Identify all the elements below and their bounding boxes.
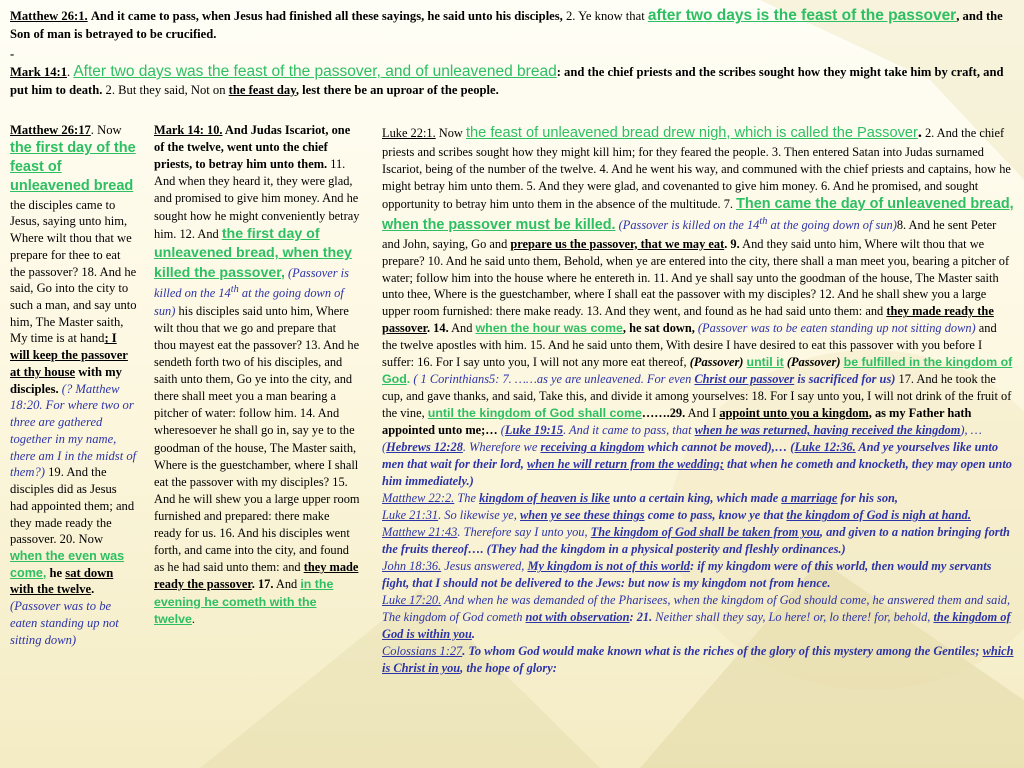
top-passage xyxy=(10,6,1014,98)
note: that when he cometh and knocketh, they may open unto him immediately.) xyxy=(382,457,1012,489)
highlight: be fulfilled in the kingdom of God xyxy=(382,355,1013,387)
text: 17. And he took the cup, and gave thanks, and said, Take this, and divide it among yourselves: 18. For I say unto you, I will not drink of the fruit of the vine, xyxy=(382,372,1012,421)
note-reference: Hebrews 12:28 xyxy=(386,440,463,455)
text: And I xyxy=(685,406,720,421)
text: 2. But they said, Not on xyxy=(102,82,229,97)
matthew-column xyxy=(10,122,138,648)
text: . xyxy=(917,124,922,141)
text: they made ready the passover xyxy=(382,304,994,336)
cross-reference xyxy=(382,524,1014,558)
highlight: the first day of unleavened bread, when they killed the passover, xyxy=(154,225,352,281)
text: . 17. xyxy=(251,577,274,592)
note-highlight: the kingdom of God is nigh at hand. xyxy=(786,508,971,523)
text: …….29. xyxy=(641,406,686,421)
note-reference: Colossians 1:27 xyxy=(382,644,463,659)
note-reference: Luke 21:31 xyxy=(382,508,439,523)
cross-reference xyxy=(382,490,1014,507)
text: (Passover) xyxy=(786,355,841,370)
text: . 9. xyxy=(724,236,740,251)
note-highlight: Christ our passover xyxy=(694,372,795,387)
note-reference: Luke 12:36. xyxy=(794,440,856,455)
note: : if my kingdom were of this world, then would my servants fight, that I should not be delivered to the Jews: but now is my kingdom not from hence. xyxy=(382,559,992,591)
note-highlight: kingdom of heaven is like xyxy=(479,491,610,506)
note: Jesus answered, xyxy=(441,559,528,574)
text: And xyxy=(273,577,301,592)
note-highlight: which is Christ in you xyxy=(382,644,1014,676)
matthew-26-1-paragraph xyxy=(10,6,1014,42)
text: : and the chief priests and the scribes sought how they might take him by craft, and put him to death. xyxy=(10,65,1004,97)
text: , and the Son of man is betrayed to be crucified. xyxy=(10,9,1003,41)
note-highlight: My kingdom is not of this world xyxy=(527,559,690,574)
note: ( 1 Corinthians5: 7. ……as ye are unleavened. For even xyxy=(410,372,695,387)
note: (Passover was to be eaten standing up not sitting down) xyxy=(10,599,119,647)
highlight: when the even was come, xyxy=(10,549,125,580)
text: sat down with the twelve xyxy=(10,565,114,597)
luke-column xyxy=(382,122,1014,677)
text: the disciples came to Jesus, saying unto him, Where wilt thou that we prepare for thee to eat the passover? 18. And he said, Go into the city to such a man, and say unto him, The Master saith, My time is at hand xyxy=(10,197,137,346)
note-highlight: the kingdom of God is within you xyxy=(382,610,1011,642)
note-highlight: not with observation xyxy=(525,610,630,625)
note: , the hope of glory: xyxy=(460,661,557,676)
text: and the twelve apostles with him. 15. And he said unto them, With desire I have desired to eat this passover with you before I suffer: 16. For I say unto you, I will not any more eat thereof, xyxy=(382,321,997,370)
note: . xyxy=(471,627,475,642)
text: , as my Father hath appointed unto me;… xyxy=(382,406,972,438)
note: . To whom God would make known what is the riches of the glory of this mystery among the Gentiles; xyxy=(462,644,983,659)
note: The xyxy=(454,491,480,506)
note-highlight: when he will return from the wedding; xyxy=(526,457,724,472)
text: , he sat down, xyxy=(622,321,695,336)
text: 11. And when they heard it, they were glad, and promised to give him money. And he sought how he might conveniently betray him. 12. And xyxy=(154,157,360,241)
note: : 21. xyxy=(629,610,653,625)
highlight: when the hour was come xyxy=(475,321,623,336)
text: 19. And the disciples did as Jesus had appointed them; and they made ready the passover. 20. Now xyxy=(10,465,135,547)
text: And it came to pass, when Jesus had finished all these sayings, he said unto his disciples, xyxy=(90,9,563,23)
highlight: After two days was the feast of the passover, and of unleavened bread xyxy=(73,63,557,81)
note-reference: John 18:36. xyxy=(382,559,442,574)
text: prepare us the passover, that we may eat xyxy=(510,236,725,251)
note: (Passover is killed on the 14 xyxy=(615,217,760,232)
text: Now xyxy=(435,126,466,140)
highlight: Then came the day of unleavened bread, when the passover must be killed. xyxy=(382,195,1014,233)
text: 2. And the chief priests and scribes sought how they might kill him; for they feared the people. 3. Then entered Satan into Judas surnamed Iscariot, being of the number of the twelve. 4. And he went his way, and communed with the chief priests and captains, how he might betray him unto them. 5. And they were glad, and covenanted to give him money. 6. And he promised, and sought opportunity to betray him unto them in the absence of the multitude. 7. xyxy=(382,126,1011,211)
note: . Wherefore we xyxy=(462,440,541,455)
note: th xyxy=(230,284,239,296)
text: And xyxy=(448,321,476,336)
dash: - xyxy=(10,46,15,61)
note-reference: Matthew 22:2. xyxy=(382,491,455,506)
note: for his son, xyxy=(837,491,899,506)
text: he xyxy=(46,565,66,580)
text: . xyxy=(67,65,74,80)
note-reference: Luke 17:20. xyxy=(382,593,442,608)
cross-reference xyxy=(382,558,1014,592)
text: . xyxy=(191,611,195,626)
text: 2. Ye know that xyxy=(562,9,648,23)
note-highlight: receiving a kingdom xyxy=(540,440,645,455)
text: the feast day xyxy=(228,82,296,97)
note-highlight: when ye see these things xyxy=(519,508,645,523)
text: appoint unto you a kingdom xyxy=(719,406,869,421)
note: . So likewise ye, xyxy=(438,508,520,523)
note: (Passover was to be eaten standing up not sitting down) xyxy=(694,321,976,336)
highlight: the first day of the feast of unleavened bread xyxy=(10,139,136,195)
text: . Now xyxy=(90,123,122,137)
highlight: after two days is the feast of the passover xyxy=(647,7,957,24)
note-highlight: The kingdom of God shall be taken from you xyxy=(590,525,820,540)
highlight: in the evening he cometh with the twelve xyxy=(154,577,334,626)
separator xyxy=(10,46,1014,62)
reference: Matthew 26:17 xyxy=(10,123,91,137)
text: 8. And he sent Peter and John, saying, Go and xyxy=(382,217,997,251)
note: ( xyxy=(497,423,505,438)
note: And ye yourselves like unto men that wait for their lord, xyxy=(382,440,999,472)
note: th xyxy=(759,215,768,227)
note: at the going down of sun) xyxy=(154,286,344,318)
note: at the going down of sun) xyxy=(767,217,897,232)
reference: Mark 14: 10. xyxy=(154,123,223,137)
note: . Therefore say I unto you, xyxy=(457,525,591,540)
cross-reference xyxy=(382,507,1014,524)
text: And they said unto him, Where wilt thou that we prepare? 10. And he said unto them, Behold, when ye are entered into the city, there shall a man meet you, bearing a pitcher of water; follow him into the house where he entereth in. 11. And ye shall say unto the goodman of the house, The Master saith unto thee, Where is the guestchamber, where I shall eat the passover with my disciples? 12. And he shall shew you a large upper room furnished: there make ready. 13. And they went, and found as he had said unto them: and xyxy=(382,236,1010,319)
mark-14-1-paragraph xyxy=(10,62,1014,98)
highlight: the feast of unleavened bread drew nigh, which is called the Passover xyxy=(465,125,918,141)
text: his disciples said unto him, Where wilt thou that we go and prepare that thou mayest eat the passover? 13. And he sendeth forth two of his disciples, and saith unto them, Go ye into the city, and there shall meet you a man bearing a pitcher of water: follow him. 14. And wheresoever he shall go in, say ye to the goodman of the house, The Master saith, Where is the guestchamber, where I shall eat the passover with my disciples? 15. And he will shew you a large upper room furnished and prepared: there make ready for us. 16. And his disciples went forth, and came into the city, and found as he had said unto them: and xyxy=(154,303,360,575)
note: which cannot be moved),… ( xyxy=(644,440,795,455)
note-highlight: a marriage xyxy=(781,491,838,506)
note-highlight: when he was returned, having received the kingdom xyxy=(694,423,961,438)
highlight: until it xyxy=(746,355,784,370)
note: , and given to a nation bringing forth the fruits thereof…. (They had the kingdom in a physical posterity and fleshly ordinances.) xyxy=(382,525,1010,557)
note: (? Matthew 18:20. For where two or three are gathered together in my name, there am I in the midst of them?) xyxy=(10,381,137,480)
cross-reference xyxy=(382,592,1014,643)
mark-column xyxy=(154,122,360,628)
highlight: until the kingdom of God shall come xyxy=(427,406,642,421)
reference: Luke 22:1. xyxy=(382,126,436,140)
text: , lest there be an uproar of the people. xyxy=(295,82,499,97)
reference: Mark 14:1 xyxy=(10,65,68,80)
cross-reference xyxy=(382,643,1014,677)
note-reference: Matthew 21:43 xyxy=(382,525,458,540)
reference: Matthew 26:1. xyxy=(10,9,88,23)
note: Neither shall they say, Lo here! or, lo there! for, behold, xyxy=(652,610,934,625)
note: ), …( xyxy=(382,423,982,455)
text: And Judas Iscariot, one of the twelve, went unto the chief priests, to betray him unto them. xyxy=(154,123,351,172)
text: . 14. xyxy=(426,321,449,336)
text: with my disciples. xyxy=(10,364,122,396)
text: they made ready the passover xyxy=(154,560,359,592)
note: come to pass, know ye that xyxy=(644,508,787,523)
text: . xyxy=(91,582,95,597)
note: And when he was demanded of the Pharisees, when the kingdom of God should come, he answered them and said, The kingdom of God cometh xyxy=(382,593,1011,625)
note: . And it came to pass, that xyxy=(563,423,695,438)
note-reference: Luke 19:15 xyxy=(504,423,564,438)
text: (Passover) xyxy=(689,355,744,370)
note: is sacrificed for us) xyxy=(794,372,896,387)
note: (Passover is killed on the 14 xyxy=(154,265,349,301)
text: ; I will keep the passover at thy house xyxy=(10,331,128,379)
note: unto a certain king, which made xyxy=(609,491,782,506)
text: . xyxy=(406,372,411,387)
